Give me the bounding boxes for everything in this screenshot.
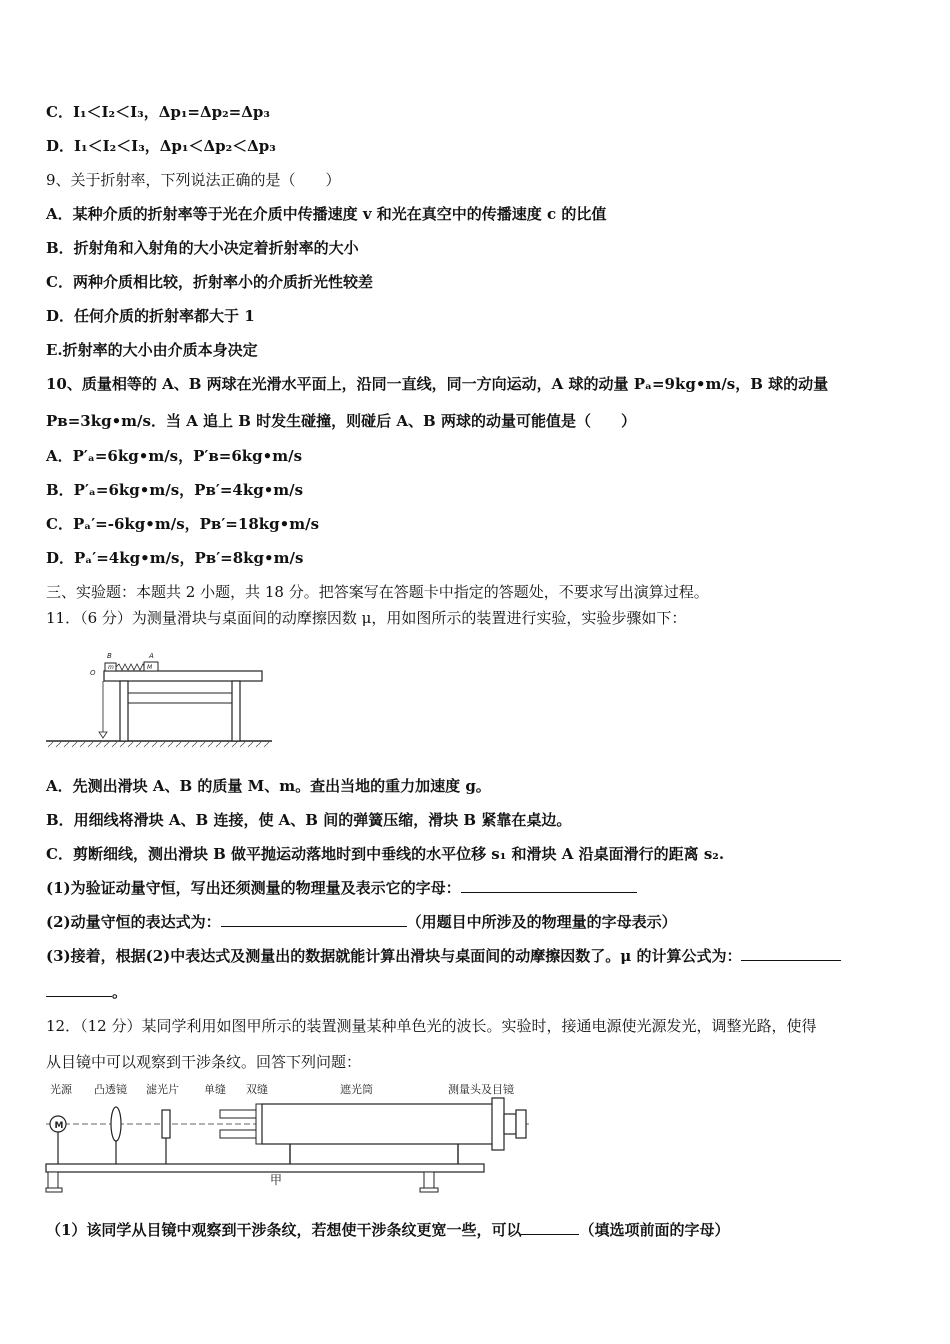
label-a: A: [149, 652, 154, 660]
label-shading-tube: 遮光筒: [340, 1083, 373, 1096]
q11-part-1-text: (1)为验证动量守恒，写出还须测量的物理量及表示它的字母：: [46, 879, 461, 897]
q10-option-c: C．Pₐ′=-6kg•m/s，Pʙ′=18kg•m/s: [46, 515, 320, 533]
shading-tube: [262, 1104, 502, 1144]
bench-leg-right: [424, 1172, 434, 1190]
q12-stem-2: 从目镜中可以观察到干涉条纹。回答下列问题：: [46, 1053, 362, 1071]
answer-blank-3b[interactable]: [46, 982, 112, 997]
q10-stem-1: 10、质量相等的 A、B 两球在光滑水平面上，沿同一直线，同一方向运动，A 球的动量 Pₐ=9kg•m/s，B 球的动量: [46, 375, 829, 393]
label-single-slit: 单缝: [204, 1083, 226, 1096]
q11-part-2-text: (2)动量守恒的表达式为：: [46, 913, 221, 931]
q9-option-c: C．两种介质相比较，折射率小的介质折光性较差: [46, 273, 373, 291]
q10-option-a: A．P′ₐ=6kg•m/s，P′ʙ=6kg•m/s: [46, 447, 303, 465]
q11-part-1: [46, 878, 637, 898]
compressed-spring: [116, 664, 145, 670]
section-3-heading: 三、实验题：本题共 2 小题，共 18 分。把答案写在答题卡中指定的答题处，不要求写出演算过程。: [46, 583, 709, 601]
q11-step-b: B．用细线将滑块 A、B 连接，使 A、B 间的弹簧压缩，滑块 B 紧靠在桌边。: [46, 811, 572, 829]
q12-stem-1: 12．（12 分）某同学利用如图甲所示的装置测量某种单色光的波长。实验时，接通电源使光源发光，调整光路，使得: [46, 1017, 817, 1035]
q11-part-3-end: 。: [112, 983, 128, 1001]
q11-part-3: [46, 946, 841, 966]
label-eyepiece: 测量头及目镜: [448, 1083, 514, 1096]
q11-part-3-cont: [46, 982, 127, 1002]
measuring-head: [492, 1098, 504, 1150]
answer-blank-4[interactable]: [521, 1220, 579, 1235]
label-origin: O: [90, 669, 96, 677]
q12-apparatus-figure: [44, 1080, 536, 1196]
q11-part-2-note: （用题目中所涉及的物理量的字母表示）: [406, 913, 677, 931]
optical-bench: [46, 1164, 484, 1172]
q10-stem-2: Pʙ=3kg•m/s．当 A 追上 B 时发生碰撞，则碰后 A、B 两球的动量可能值是（ ）: [46, 412, 636, 430]
double-slit-flange: [256, 1104, 262, 1144]
bench-foot-left: [46, 1188, 62, 1192]
plumb-bob: [99, 732, 107, 738]
label-mass-a: M: [147, 664, 153, 671]
bench-leg-left: [48, 1172, 58, 1190]
q10-option-d: D．Pₐ′=4kg•m/s，Pʙ′=8kg•m/s: [46, 549, 304, 567]
figure-caption: 甲: [270, 1173, 283, 1187]
q9-stem: 9、关于折射率，下列说法正确的是（ ）: [46, 171, 341, 189]
label-double-slit: 双缝: [246, 1083, 268, 1096]
bench-foot-right: [420, 1188, 438, 1192]
q9-option-e: E.折射率的大小由介质本身决定: [46, 341, 258, 359]
q11-part-2: [46, 912, 677, 932]
ground-hatching: [48, 741, 270, 747]
label-b: B: [107, 652, 112, 660]
eyepiece-cap: [516, 1110, 526, 1138]
lamp-symbol: M: [54, 1121, 64, 1131]
label-filter: 滤光片: [146, 1083, 179, 1096]
q12-part-1: [46, 1220, 729, 1240]
single-slit-tube-bottom: [220, 1130, 256, 1138]
table-leg-right: [232, 681, 240, 741]
convex-lens: [111, 1107, 121, 1141]
q12-part-1-text: （1）该同学从目镜中观察到干涉条纹，若想使干涉条纹更宽一些，可以: [46, 1221, 522, 1239]
q9-option-b: B．折射角和入射角的大小决定着折射率的大小: [46, 239, 359, 257]
single-slit-tube-top: [220, 1110, 256, 1118]
q8-option-c: C．I₁＜I₂＜I₃，Δp₁=Δp₂=Δp₃: [46, 103, 270, 121]
q9-option-d: D．任何介质的折射率都大于 1: [46, 307, 255, 325]
q11-step-a: A．先测出滑块 A、B 的质量 M、m。查出当地的重力加速度 g。: [46, 777, 491, 795]
filter: [162, 1110, 170, 1138]
table-leg-left: [120, 681, 128, 741]
q11-apparatus-figure: [46, 648, 276, 748]
q11-step-c: C．剪断细线，测出滑块 B 做平抛运动落地时到中垂线的水平位移 s₁ 和滑块 A 沿桌面滑行的距离 s₂.: [46, 845, 725, 863]
q11-stem: 11．（6 分）为测量滑块与桌面间的动摩擦因数 μ，用如图所示的装置进行实验，实验步骤如下：: [46, 609, 687, 627]
table-top: [104, 671, 262, 681]
answer-blank-2[interactable]: [221, 912, 407, 927]
label-light-source: 光源: [50, 1083, 72, 1096]
answer-blank-1[interactable]: [461, 878, 637, 893]
label-convex-lens: 凸透镜: [94, 1083, 127, 1096]
q10-option-b: B．P′ₐ=6kg•m/s，Pʙ′=4kg•m/s: [46, 481, 304, 499]
eyepiece-body: [504, 1114, 516, 1134]
q8-option-d: D．I₁＜I₂＜I₃，Δp₁＜Δp₂＜Δp₃: [46, 137, 276, 155]
q9-option-a: A．某种介质的折射率等于光在介质中传播速度 v 和光在真空中的传播速度 c 的比值: [46, 205, 607, 223]
label-mass-b: m: [108, 664, 114, 671]
answer-blank-3a[interactable]: [741, 946, 841, 961]
q11-part-3-text: (3)接着，根据(2)中表达式及测量出的数据就能计算出滑块与桌面间的动摩擦因数了。μ 的计算公式为：: [46, 947, 742, 965]
q12-part-1-note: （填选项前面的字母）: [579, 1221, 730, 1239]
